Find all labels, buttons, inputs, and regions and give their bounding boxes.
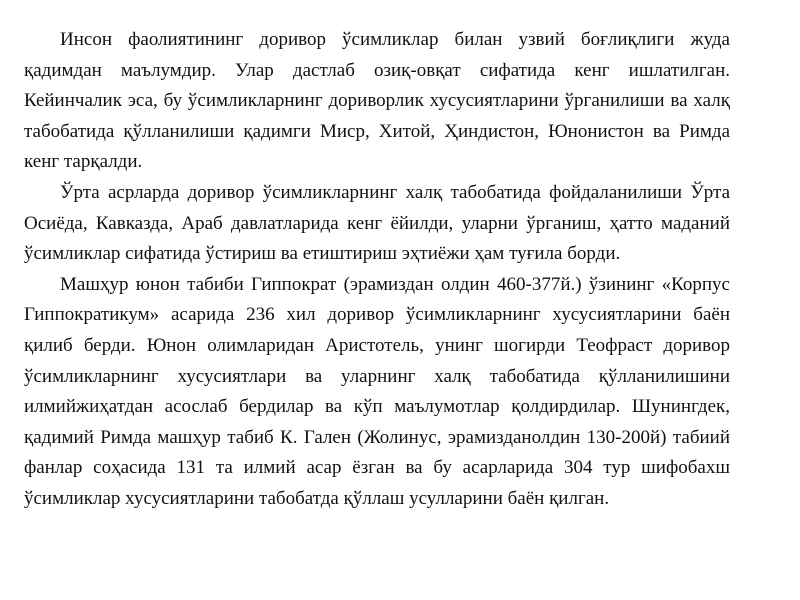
paragraph-3: Машҳур юнон табиби Гиппократ (эрамиздан олдин 460-377й.) ўзининг «Корпус Гиппократикум» асарида 236 хил доривор ўсимликларнинг хусусиятларини баён қилиб берди. Юнон олимларидан Аристотель, унинг шогирди Теофраст доривор ўсимликларнинг хусусиятлари ва уларнинг халқ табобатида қўлланилишини илмийжиҳатдан асослаб бердилар ва кўп маълумотлар қолдирдилар. Шунингдек, қадимий Римда машҳур табиб К. Гален (Жолинус, эрамизданолдин 130-200й) табиий фанлар соҳасида 131 та илмий асар ёзган ва бу асарларида 304 тур шифобахш ўсимликлар хусусиятларини табобатда қўллаш усулларини баён қилган. [24, 273, 730, 509]
paragraph-1: Инсон фаолиятининг доривор ўсимликлар билан узвий боғлиқлиги жуда қадимдан маълумдир. Улар дастлаб озиқ-овқат сифатида кенг ишлатилган. Кейинчалик эса, бу ўсимликларнинг дориворлик хусусиятларини ўрганилиши ва халқ табобатида қўлланилиши қадимги Миср, Хитой, Ҳиндистон, Юнонистон ва Римда кенг тарқалди. [24, 29, 730, 173]
document-page [24, 25, 730, 515]
paragraph-2: Ўрта асрларда доривор ўсимликларнинг халқ табобатида фойдаланилиши Ўрта Осиёда, Кавказда, Араб давлатларида кенг ёйилди, уларни ўрганиш, ҳатто маданий ўсимликлар сифатида ўстириш ва етиштириш эҳтиёжи ҳам туғила борди. [24, 181, 730, 265]
